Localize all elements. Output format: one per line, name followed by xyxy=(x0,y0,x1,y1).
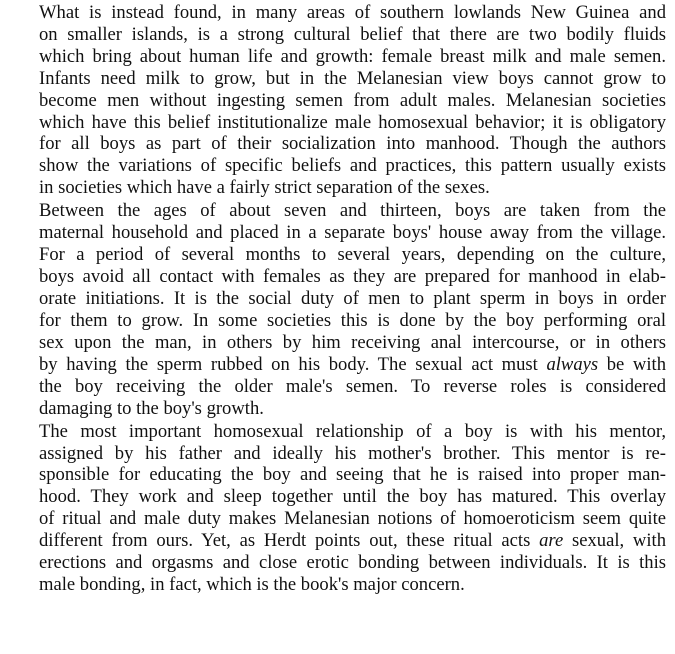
text-line: maternal household and placed in a separate boys' house away from the village. xyxy=(39,222,666,244)
text-segment: by having the sperm rubbed on his body. The sexual act must xyxy=(39,353,547,375)
text-line: which bring about human life and growth: female breast milk and male semen. xyxy=(39,45,666,67)
text-line: The most important homosexual relationship of a boy is with his mentor, xyxy=(39,420,666,442)
text-line: for all boys as part of their socialization into manhood. Though the authors xyxy=(39,133,666,155)
text-line: sex upon the man, in others by him receiving anal intercourse, or in others xyxy=(39,331,666,353)
text-line: boys avoid all contact with females as they are prepared for manhood in elab- xyxy=(39,266,666,288)
text-line: the boy receiving the older male's semen. To reverse roles is considered xyxy=(39,375,666,397)
text-line: erections and orgasms and close erotic bonding between individuals. It is this xyxy=(39,552,666,574)
text-line: hood. They work and sleep together until the boy has matured. This overlay xyxy=(39,486,666,508)
emphasis-word: are xyxy=(539,530,564,552)
text-line: What is instead found, in many areas of southern lowlands New Guinea and xyxy=(39,2,666,23)
text-line: For a period of several months to several years, depending on the culture, xyxy=(39,244,666,266)
text-line: of ritual and male duty makes Melanesian notions of homoeroticism seem quite xyxy=(39,508,666,530)
text-line: which have this belief institutionalize male homosexual behavior; it is obligatory xyxy=(39,111,666,133)
paragraph-1 xyxy=(18,2,666,199)
text-line-with-emphasis xyxy=(18,530,666,552)
text-line: in societies which have a fairly strict separation of the sexes. xyxy=(39,177,490,199)
paragraph-2 xyxy=(18,200,666,419)
text-line: show the variations of specific beliefs and practices, this pattern usually exists xyxy=(39,155,666,177)
text-line: male bonding, in fact, which is the book's major concern. xyxy=(39,573,465,595)
emphasis-word: always xyxy=(546,353,599,375)
text-line: orate initiations. It is the social duty of men to plant sperm in boys in order xyxy=(39,287,666,309)
document-page xyxy=(18,2,666,597)
paragraph-3 xyxy=(18,421,666,596)
text-line: assigned by his father and ideally his mother's brother. This mentor is re- xyxy=(39,442,666,464)
text-segment: be with xyxy=(598,353,666,375)
text-line: Between the ages of about seven and thirteen, boys are taken from the xyxy=(39,200,666,222)
text-line: on smaller islands, is a strong cultural belief that there are two bodily fluids xyxy=(39,23,666,45)
text-line: Infants need milk to grow, but in the Melanesian view boys cannot grow to xyxy=(39,67,666,89)
text-line: sponsible for educating the boy and seeing that he is raised into proper man- xyxy=(39,464,666,486)
text-segment: sexual, with xyxy=(563,530,666,552)
text-line-with-emphasis xyxy=(18,354,666,376)
text-segment: different from ours. Yet, as Herdt points out, these ritual acts xyxy=(39,530,540,552)
text-line: become men without ingesting semen from adult males. Melanesian societies xyxy=(39,89,666,111)
text-line: for them to grow. In some societies this is done by the boy performing oral xyxy=(39,309,666,331)
text-line: damaging to the boy's growth. xyxy=(39,397,264,419)
